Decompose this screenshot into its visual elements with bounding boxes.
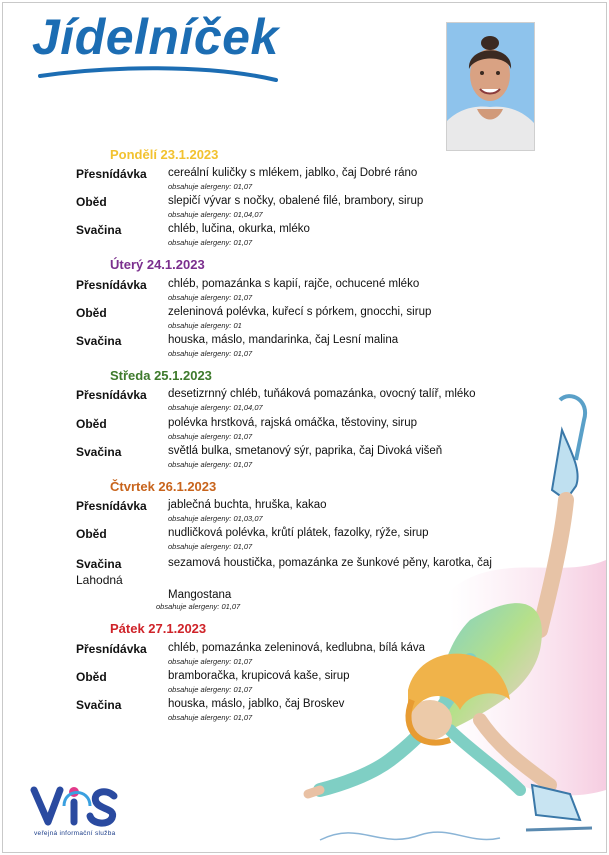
day-heading-friday: Pátek 27.1.2023	[110, 621, 207, 636]
allergen-note: obsahuje alergeny: 01,07	[168, 713, 253, 722]
meal-label-breakfast: Přesnídávka	[76, 167, 147, 181]
meal-text: slepičí vývar s nočky, obalené filé, brambory, sirup	[168, 195, 424, 207]
meal-text: bramboračka, krupicová kaše, sirup	[168, 670, 350, 682]
allergen-note: obsahuje alergeny: 01,07	[168, 685, 253, 694]
meal-label-snack: Svačina	[76, 557, 122, 571]
vis-logo	[30, 784, 122, 830]
meal-text: jablečná buchta, hruška, kakao	[168, 499, 327, 511]
meal-label-breakfast: Přesnídávka	[76, 388, 147, 402]
allergen-note: obsahuje alergeny: 01,07	[168, 460, 253, 469]
meal-label-snack: Svačina	[76, 698, 122, 712]
day-heading-thursday: Čtvrtek 26.1.2023	[110, 479, 217, 494]
meal-label-breakfast: Přesnídávka	[76, 499, 147, 513]
day-heading-wednesday: Středa 25.1.2023	[110, 368, 212, 383]
meal-text: zeleninová polévka, kuřecí s pórkem, gnocchi, sirup	[168, 306, 432, 318]
allergen-note: obsahuje alergeny: 01,07	[168, 432, 253, 441]
meal-text: houska, máslo, mandarinka, čaj Lesní malina	[168, 334, 399, 346]
allergen-note: obsahuje alergeny: 01,07	[168, 657, 253, 666]
meal-text: desetizrnný chléb, tuňáková pomazánka, ovocný talíř, mléko	[168, 388, 476, 400]
allergen-note: obsahuje alergeny: 01,04,07	[168, 210, 263, 219]
meal-label-snack: Svačina	[76, 445, 122, 459]
meal-label-lunch: Oběd	[76, 670, 107, 684]
meal-text: sezamová houstička, pomazánka ze šunkové pěny, karotka, čaj	[168, 557, 492, 569]
meal-label-lunch: Oběd	[76, 306, 107, 320]
meal-text: polévka hrstková, rajská omáčka, těstoviny, sirup	[168, 417, 418, 429]
title-underline-swoosh	[38, 62, 278, 86]
meal-label-lunch: Oběd	[76, 527, 107, 541]
meal-label-lunch: Oběd	[76, 417, 107, 431]
teacher-photo	[446, 22, 535, 151]
allergen-note: obsahuje alergeny: 01,07	[168, 182, 253, 191]
meal-text: nudličková polévka, krůtí plátek, fazolky, rýže, sirup	[168, 527, 429, 539]
allergen-note: obsahuje alergeny: 01,04,07	[168, 403, 263, 412]
meal-text-continued: Mangostana	[168, 589, 232, 601]
meal-text: světlá bulka, smetanový sýr, paprika, čaj Divoká višeň	[168, 445, 443, 457]
allergen-note: obsahuje alergeny: 01,07	[168, 542, 253, 551]
meal-label-lunch: Oběd	[76, 195, 107, 209]
meal-label-breakfast: Přesnídávka	[76, 278, 147, 292]
figure-skater-illustration	[300, 390, 606, 850]
page-title: Jídelníček	[32, 9, 279, 65]
allergen-note: obsahuje alergeny: 01,07	[168, 349, 253, 358]
meal-text: cereální kuličky s mlékem, jablko, čaj Dobré ráno	[168, 167, 418, 179]
meal-label-breakfast: Přesnídávka	[76, 642, 147, 656]
portrait-image	[447, 23, 534, 150]
meal-text: chléb, pomazánka zeleninová, kedlubna, bílá káva	[168, 642, 426, 654]
allergen-note: obsahuje alergeny: 01,07	[168, 293, 253, 302]
meal-text-overflow: Lahodná	[76, 573, 123, 587]
logo-subtitle: veřejná informační služba	[34, 830, 116, 837]
meal-text: chléb, pomazánka s kapií, rajče, ochucené mléko	[168, 278, 420, 290]
meal-label-snack: Svačina	[76, 223, 122, 237]
allergen-note: obsahuje alergeny: 01,03,07	[168, 514, 263, 523]
meal-text: houska, máslo, jablko, čaj Broskev	[168, 698, 345, 710]
meal-text: chléb, lučina, okurka, mléko	[168, 223, 310, 235]
allergen-note: obsahuje alergeny: 01,07	[156, 602, 241, 611]
allergen-note: obsahuje alergeny: 01,07	[168, 238, 253, 247]
day-heading-monday: Pondělí 23.1.2023	[110, 147, 219, 162]
day-heading-tuesday: Úterý 24.1.2023	[110, 257, 205, 272]
allergen-note: obsahuje alergeny: 01	[168, 321, 242, 330]
meal-label-snack: Svačina	[76, 334, 122, 348]
